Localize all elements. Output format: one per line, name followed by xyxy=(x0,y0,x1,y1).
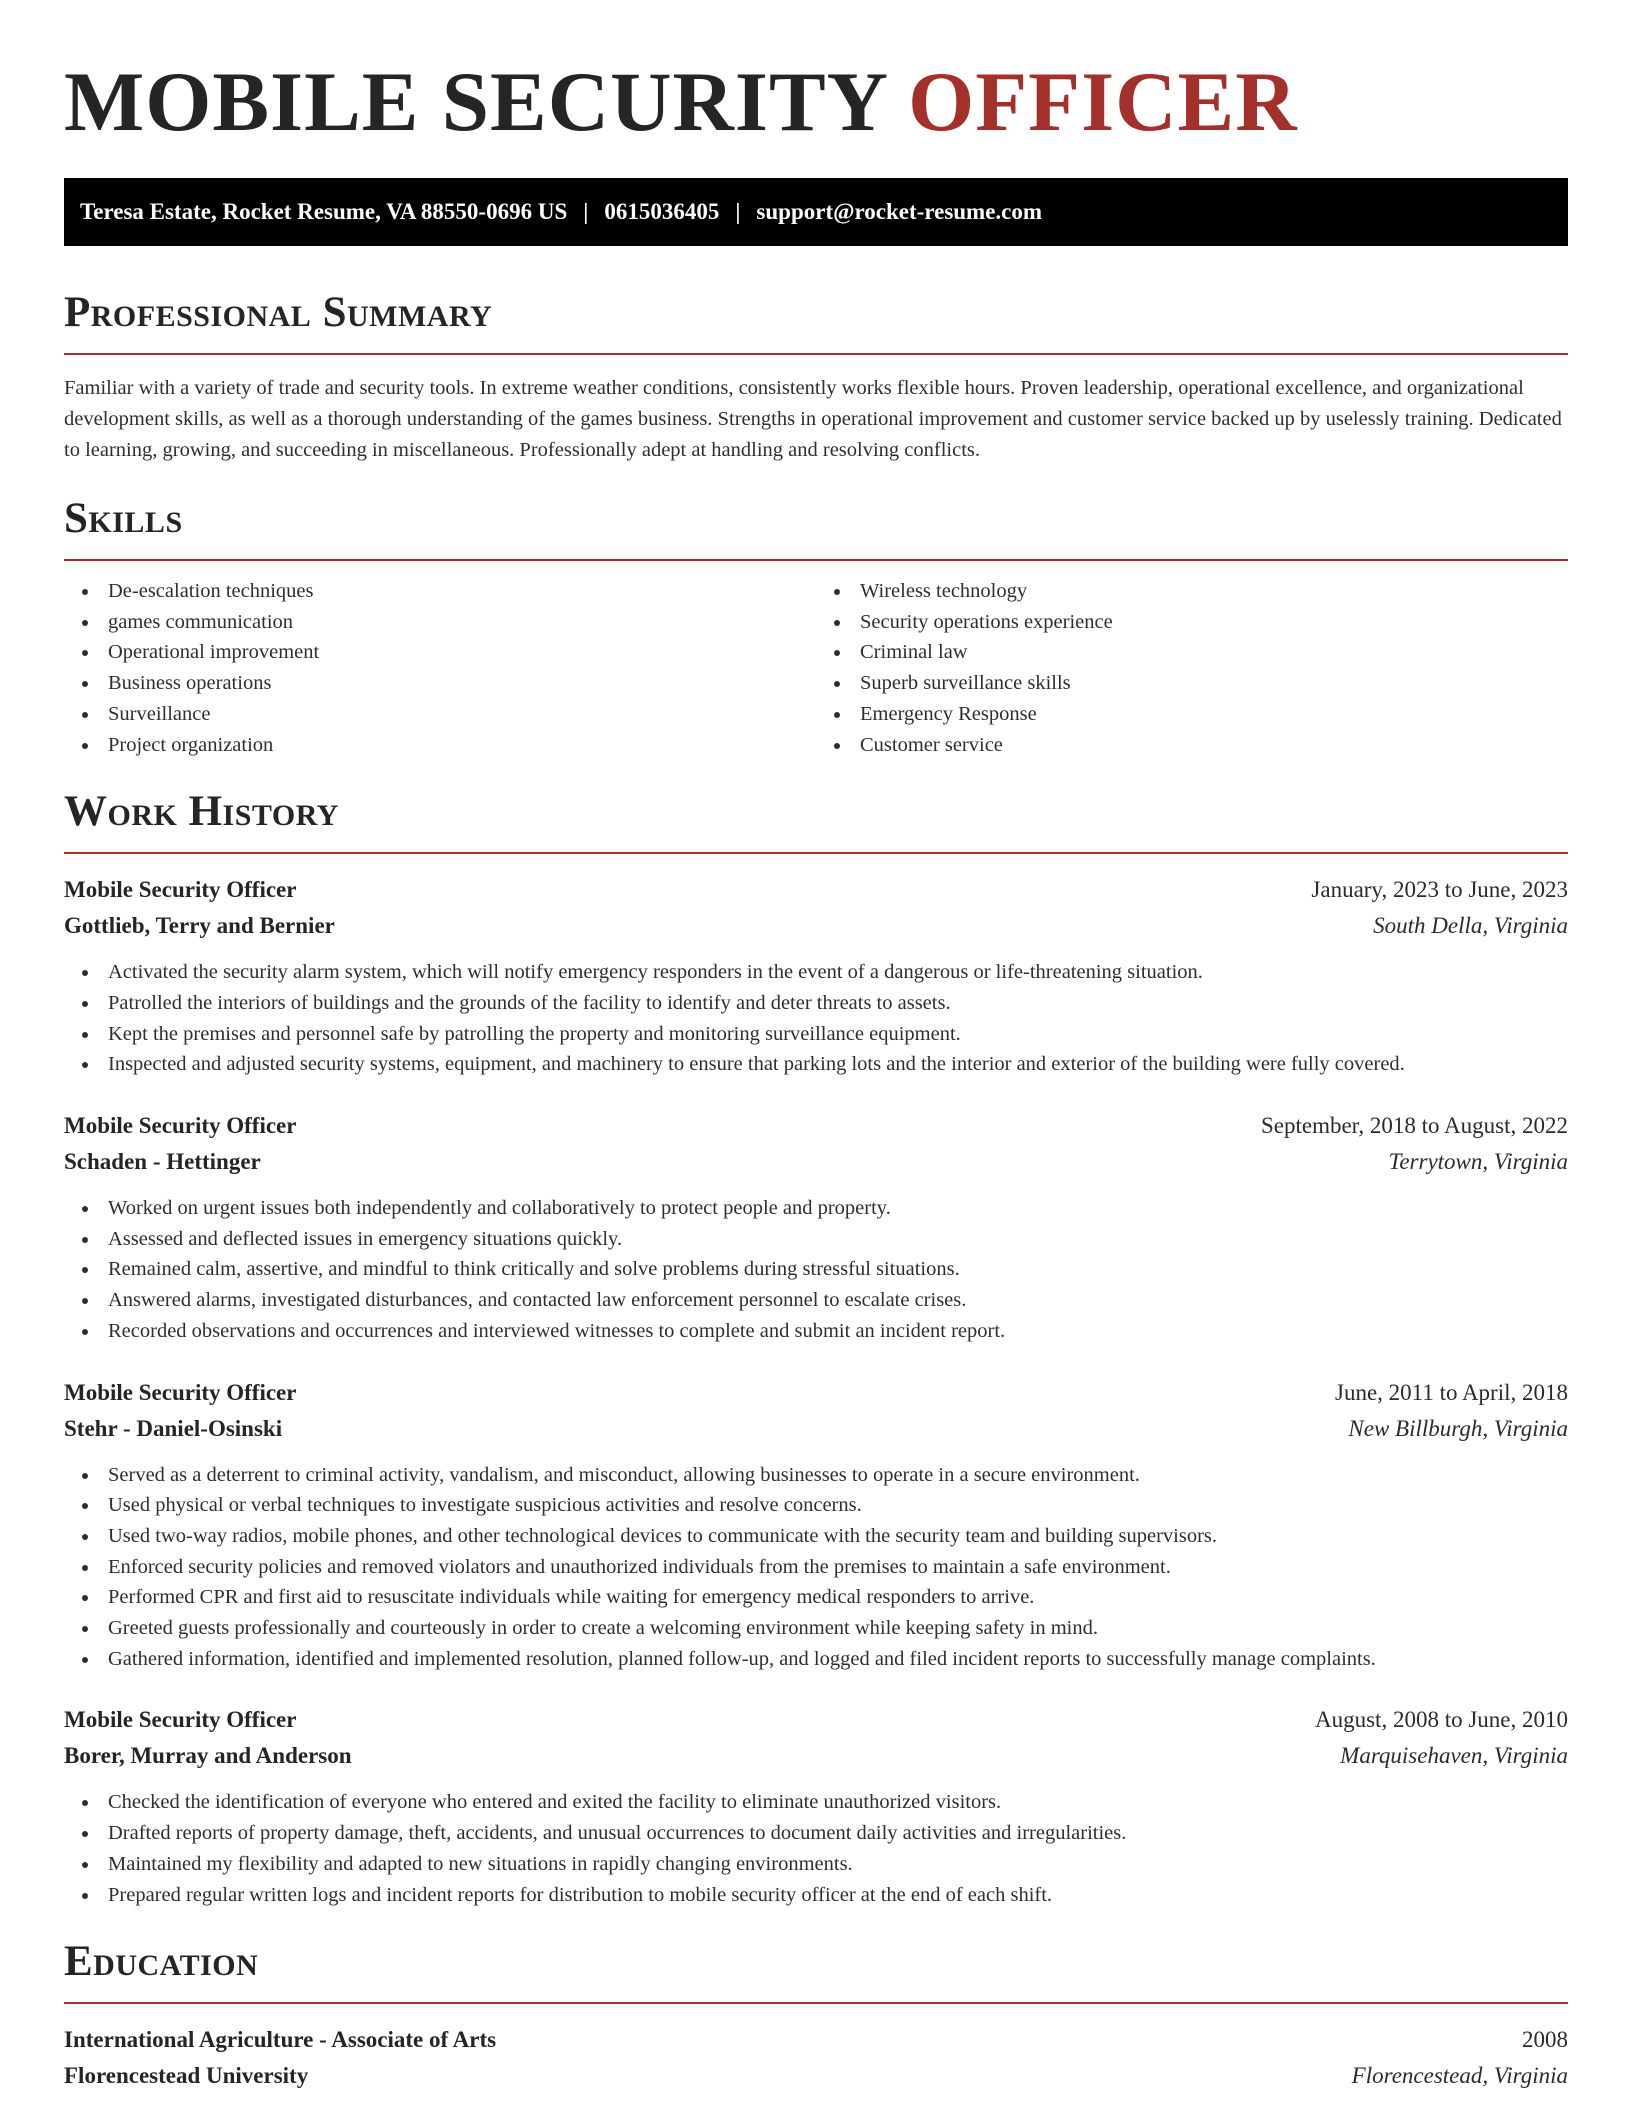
job-dates: June, 2011 to April, 2018 xyxy=(1335,1379,1568,1405)
job-title: Mobile Security Officer xyxy=(64,877,297,903)
job-dates: January, 2023 to June, 2023 xyxy=(1311,877,1568,903)
summary-heading: Professional Summary xyxy=(64,289,493,336)
job-title-row xyxy=(64,872,1568,908)
job-dates: September, 2018 to August, 2022 xyxy=(1260,1113,1568,1139)
contact-separator: | xyxy=(735,199,741,224)
education-section xyxy=(64,1937,1568,2094)
skill-item: Emergency Response xyxy=(816,699,1568,730)
job-bullet: Checked the identification of everyone who entered and exited the facility to eliminate unauthorized visitors. xyxy=(64,1787,1568,1818)
job-bullets xyxy=(64,957,1568,1080)
job-bullet: Inspected and adjusted security systems, equipment, and machinery to ensure that parking lots and the interior and exterior of the building were fully covered. xyxy=(64,1049,1568,1080)
skill-item: Business operations xyxy=(64,668,816,699)
job-bullet: Served as a deterrent to criminal activity, vandalism, and misconduct, allowing businesses to operate in a secure environment. xyxy=(64,1460,1568,1491)
job-bullet: Assessed and deflected issues in emergency situations quickly. xyxy=(64,1224,1568,1255)
education-location: Florencestead, Virginia xyxy=(1351,2063,1568,2089)
contact-separator: | xyxy=(583,199,589,224)
job-bullets xyxy=(64,1460,1568,1675)
skills-columns xyxy=(64,576,1568,760)
skills-section xyxy=(64,494,1568,760)
resume-title xyxy=(64,52,1568,152)
job-company-row xyxy=(64,1411,1568,1447)
job-bullet: Worked on urgent issues both independently and collaboratively to protect people and property. xyxy=(64,1193,1568,1224)
job-title-row xyxy=(64,1375,1568,1411)
job-company: Borer, Murray and Anderson xyxy=(64,1743,352,1769)
job-bullet: Performed CPR and first aid to resuscitate individuals while waiting for emergency medical responders to arrive. xyxy=(64,1582,1568,1613)
job-bullet: Recorded observations and occurrences and interviewed witnesses to complete and submit an incident report. xyxy=(64,1316,1568,1347)
job-company: Schaden - Hettinger xyxy=(64,1149,261,1175)
work-history-heading: Work History xyxy=(64,788,339,836)
title-accent: OFFICER xyxy=(908,55,1298,149)
section-divider xyxy=(64,852,1568,854)
job-location: New Billburgh, Virginia xyxy=(1348,1415,1568,1441)
education-entry xyxy=(64,2022,1568,2094)
skill-item: Security operations experience xyxy=(816,607,1568,638)
work-history-section xyxy=(64,787,1568,1910)
job-company: Gottlieb, Terry and Bernier xyxy=(64,913,335,939)
contact-address: Teresa Estate, Rocket Resume, VA 88550-0696 US xyxy=(80,199,568,224)
skill-item: Operational improvement xyxy=(64,637,816,668)
job-bullet: Activated the security alarm system, which will notify emergency responders in the event of a dangerous or life-threatening situation. xyxy=(64,957,1568,988)
summary-section xyxy=(64,288,1568,466)
job-title: Mobile Security Officer xyxy=(64,1379,297,1405)
job-bullet: Patrolled the interiors of buildings and the grounds of the facility to identify and deter threats to assets. xyxy=(64,988,1568,1019)
job-location: Marquisehaven, Virginia xyxy=(1340,1743,1568,1769)
job-location: South Della, Virginia xyxy=(1373,913,1568,939)
job-bullets xyxy=(64,1193,1568,1347)
skills-list-right xyxy=(816,576,1568,760)
skills-heading: Skills xyxy=(64,495,183,542)
job-bullet: Answered alarms, investigated disturbances, and contacted law enforcement personnel to escalate crises. xyxy=(64,1285,1568,1316)
job-entry xyxy=(64,1702,1568,1910)
education-degree-row xyxy=(64,2022,1568,2058)
job-bullet: Gathered information, identified and implemented resolution, planned follow-up, and logged and filed incident reports to successfully manage complaints. xyxy=(64,1644,1568,1675)
skill-item: Wireless technology xyxy=(816,576,1568,607)
job-company-row xyxy=(64,908,1568,944)
education-school-row xyxy=(64,2058,1568,2094)
job-entry xyxy=(64,1108,1568,1347)
job-bullet: Drafted reports of property damage, theft, accidents, and unusual occurrences to document daily activities and irregularities. xyxy=(64,1818,1568,1849)
job-bullet: Maintained my flexibility and adapted to new situations in rapidly changing environments. xyxy=(64,1849,1568,1880)
title-main: MOBILE SECURITY xyxy=(64,55,886,149)
skill-item: Project organization xyxy=(64,730,816,761)
section-divider xyxy=(64,2002,1568,2004)
summary-text: Familiar with a variety of trade and security tools. In extreme weather conditions, consistently works flexible hours. Proven leadership, operational excellence, and organizational development skills, as well as a thorough understanding of the games business. Strengths in operational improvement and customer service backed up by uselessly training. Dedicated to learning, growing, and succeeding in miscellaneous. Professionally adept at handling and resolving conflicts. xyxy=(64,377,1562,461)
education-heading: Education xyxy=(64,1938,259,1986)
job-bullet: Used physical or verbal techniques to investigate suspicious activities and resolve concerns. xyxy=(64,1490,1568,1521)
skill-item: games communication xyxy=(64,607,816,638)
job-bullet: Kept the premises and personnel safe by patrolling the property and monitoring surveillance equipment. xyxy=(64,1019,1568,1050)
job-bullet: Prepared regular written logs and incident reports for distribution to mobile security officer at the end of each shift. xyxy=(64,1880,1568,1911)
section-divider xyxy=(64,353,1568,355)
job-title-row xyxy=(64,1702,1568,1738)
section-divider xyxy=(64,559,1568,561)
job-entry xyxy=(64,1375,1568,1675)
skills-list-left xyxy=(64,576,816,760)
skill-item: Surveillance xyxy=(64,699,816,730)
job-title-row xyxy=(64,1108,1568,1144)
skill-item: Criminal law xyxy=(816,637,1568,668)
job-bullets xyxy=(64,1787,1568,1910)
contact-email: support@rocket-resume.com xyxy=(756,199,1043,224)
contact-bar xyxy=(64,178,1568,246)
education-year: 2008 xyxy=(1522,2027,1568,2053)
job-entry xyxy=(64,872,1568,1080)
skill-item: Customer service xyxy=(816,730,1568,761)
job-location: Terrytown, Virginia xyxy=(1388,1149,1568,1175)
contact-phone: 0615036405 xyxy=(604,199,720,224)
job-bullet: Greeted guests professionally and courteously in order to create a welcoming environment while keeping safety in mind. xyxy=(64,1613,1568,1644)
job-company-row xyxy=(64,1144,1568,1180)
job-bullet: Used two-way radios, mobile phones, and other technological devices to communicate with the security team and building supervisors. xyxy=(64,1521,1568,1552)
skill-item: Superb surveillance skills xyxy=(816,668,1568,699)
job-company: Stehr - Daniel-Osinski xyxy=(64,1415,283,1441)
education-degree: International Agriculture - Associate of Arts xyxy=(64,2027,497,2053)
job-company-row xyxy=(64,1738,1568,1774)
education-school: Florencestead University xyxy=(64,2063,309,2089)
job-dates: August, 2008 to June, 2010 xyxy=(1315,1707,1568,1733)
job-bullet: Remained calm, assertive, and mindful to think critically and solve problems during stressful situations. xyxy=(64,1254,1568,1285)
job-bullet: Enforced security policies and removed violators and unauthorized individuals from the premises to maintain a safe environment. xyxy=(64,1552,1568,1583)
skill-item: De-escalation techniques xyxy=(64,576,816,607)
job-title: Mobile Security Officer xyxy=(64,1707,297,1733)
job-title: Mobile Security Officer xyxy=(64,1113,297,1139)
